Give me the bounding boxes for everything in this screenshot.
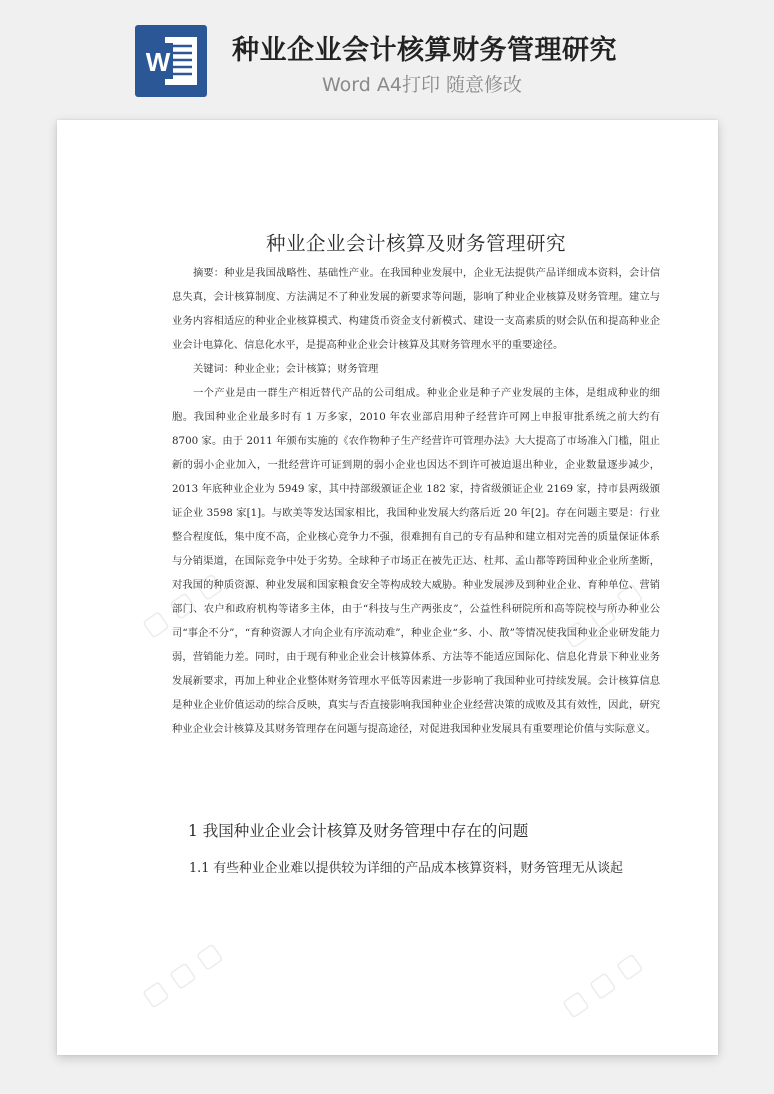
document-page xyxy=(57,120,718,1055)
keywords-paragraph: 关键词：种业企业；会计核算；财务管理 xyxy=(193,363,379,375)
document-body xyxy=(172,261,660,741)
watermark-mark: ▢ ▢ ▢ xyxy=(136,566,228,644)
watermark-mark: ▢ ▢ ▢ xyxy=(556,946,648,1024)
abstract-paragraph: 摘要：种业是我国战略性、基础性产业。在我国种业发展中，企业无法提供产品详细成本资料，会计信息失真，会计核算制度、方法满足不了种业发展的新要求等问题，影响了种业企业核算及财务管理。建立与业务内容相适应的种业企业核算模式、构建货币资金支付新模式、建设一支高素质的财会队伍和提高种业企业会计电算化、信息化水平，是提高种业企业会计核算及其财务管理水平的重要途径。 xyxy=(172,267,660,351)
word-document-icon xyxy=(135,25,207,97)
document-title: 种业企业会计核算及财务管理研究 xyxy=(265,232,566,255)
header-subtitle: Word A4打印 随意修改 xyxy=(322,74,523,96)
section-1-heading: 1 我国种业企业会计核算及财务管理中存在的问题 xyxy=(188,822,529,840)
header-title: 种业企业会计核算财务管理研究 xyxy=(232,35,617,66)
section-1-1-heading: 1.1 有些种业企业难以提供较为详细的产品成本核算资料，财务管理无从谈起 xyxy=(189,861,623,876)
word-icon-letter: W xyxy=(145,47,171,77)
watermark-mark: ▢ ▢ ▢ xyxy=(136,936,228,1014)
watermark-mark: ▢ ▢ ▢ xyxy=(556,576,648,654)
intro-paragraph: 一个产业是由一群生产相近替代产品的公司组成。种业企业是种子产业发展的主体，是组成种业的细胞。我国种业企业最多时有 1 万多家，2010 年农业部启用种子经营许可网上申报审批系统之前大约有 8700 家。由于 2011 年颁布实施的《农作物种子生产经营许可管理办法》大大提高了市场准入门槛，阻止新的弱小企业加入，一批经营许可证到期的弱小企业也因达不到许可被迫退出种业，企业数量逐步减少，2013 年底种业企业为 5949 家，其中持部级颁证企业 182 家，持省级颁证企业 2169 家，持市县两级颁证企业 3598 家[1]。与欧美等发达国家相比，我国种业发展大约落后近 20 年[2]。存在问题主要是：行业整合程度低，集中度不高，企业核心竞争力不强，很难拥有自己的专有品种和建立相对完善的质量保证体系与分销渠道，在国际竞争中处于劣势。全球种子市场正在被先正达、杜邦、孟山都等跨国种业企业所垄断，对我国的种质资源、种业发展和国家粮食安全等构成较大威胁。种业发展涉及到种业企业、育种单位、营销部门、农户和政府机构等诸多主体，由于“科技与生产两张皮”，公益性科研院所和高等院校与所办种业公司“事企不分”，“育种资源人才向企业有序流动难”，种业企业“多、小、散”等情况使我国种业企业研发能力弱，营销能力差。同时，由于现有种业企业会计核算体系、方法等不能适应国际化、信息化背景下种业业务发展新要求，再加上种业企业整体财务管理水平低等因素进一步影响了我国种业可持续发展。会计核算信息是种业企业价值运动的综合反映，真实与否直接影响我国种业企业经营决策的成败及其有效性，因此，研究种业企业会计核算及其财务管理存在问题与提高途径，对促进我国种业发展具有重要理论价值与实际意义。 xyxy=(172,387,660,735)
